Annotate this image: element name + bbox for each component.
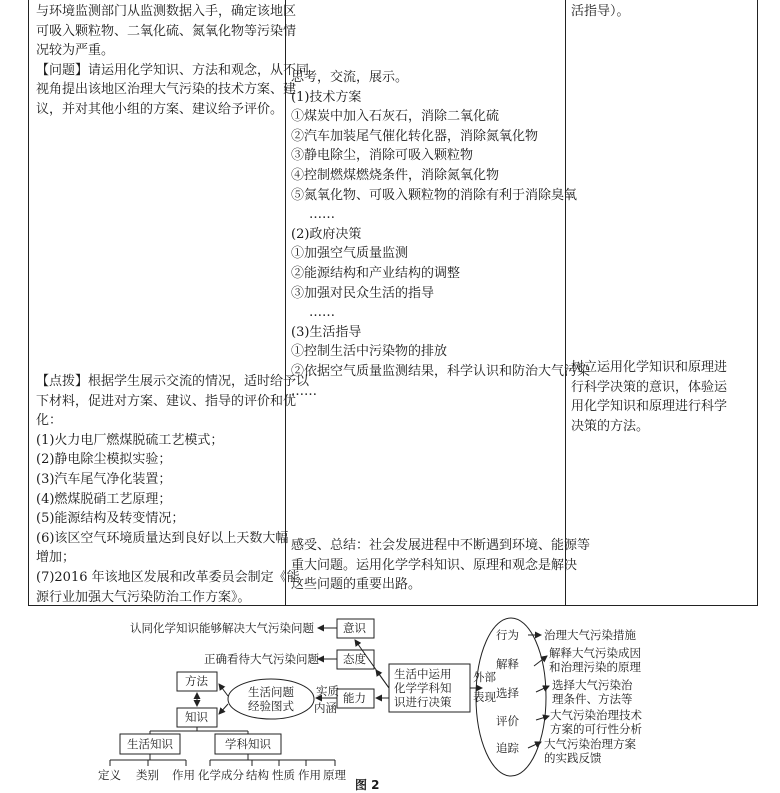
text-line: 下材料，促进对方案、建议、指导的评价和优 bbox=[36, 393, 297, 409]
text-line: (3)汽车尾气净化装置； bbox=[36, 471, 172, 487]
right-text: 选择大气污染治 bbox=[552, 678, 633, 692]
text-line: 化： bbox=[36, 413, 63, 429]
right-text: 大气污染治理技术 bbox=[550, 708, 642, 722]
text-line: ②汽车加装尾气催化转化器，消除氮氧化物 bbox=[291, 128, 539, 144]
right-ellipse-item: 解释 bbox=[496, 657, 519, 671]
label-neihan: 内涵 bbox=[314, 701, 337, 715]
center-line-2: 化学学科知 bbox=[394, 681, 452, 695]
ellipsis: …… bbox=[309, 305, 335, 321]
right-text: 方案的可行性分析 bbox=[550, 722, 642, 736]
text-line: (6)该区空气环境质量达到良好以上天数大幅 bbox=[36, 530, 289, 546]
label-waibu: 外部 bbox=[473, 670, 496, 684]
label-nengli: 能力 bbox=[343, 691, 366, 705]
text-line: (3)生活指导 bbox=[291, 324, 362, 340]
label-shenghuo-zhishi: 生活知识 bbox=[127, 737, 173, 751]
text-line: ⑤氮氧化物、可吸入颗粒物的消除有利于消除臭氧 bbox=[291, 187, 578, 203]
text-line: ①煤炭中加入石灰石，消除二氧化硫 bbox=[291, 109, 500, 125]
right-text: 的实践反馈 bbox=[544, 751, 602, 765]
diagram-lines bbox=[0, 608, 780, 793]
label-yishi: 意识 bbox=[343, 621, 366, 635]
figure-2-diagram bbox=[0, 608, 780, 793]
right-ellipse-item: 评价 bbox=[496, 714, 519, 728]
ellipse-line-1: 生活问题 bbox=[248, 685, 294, 699]
right-ellipse-item: 追踪 bbox=[496, 741, 519, 755]
label-taidu: 态度 bbox=[343, 652, 366, 666]
text-line: ③加强对民众生活的指导 bbox=[291, 285, 435, 301]
text-line: 可吸入颗粒物、二氧化硫、氮氧化物等污染情 bbox=[36, 23, 297, 39]
figure-caption: 图 2 bbox=[355, 778, 380, 792]
label-zhishi: 知识 bbox=[185, 710, 208, 724]
text-line: 重大问题。运用化学学科知识、原理和观念是解决 bbox=[291, 557, 578, 573]
ellipse-line-2: 经验图式 bbox=[248, 699, 294, 713]
bottom-label: 化学成分 bbox=[198, 768, 244, 782]
right-ellipse-item: 行为 bbox=[496, 628, 519, 642]
student-activity-block bbox=[291, 68, 591, 401]
text-line: ②能源结构和产业结构的调整 bbox=[291, 265, 461, 281]
text-line: 活指导）。 bbox=[571, 4, 630, 19]
text-line: 用化学知识和原理进行科学 bbox=[571, 399, 728, 415]
text-line: ①加强空气质量监测 bbox=[291, 246, 409, 262]
text-line: (5)能源结构及转变情况； bbox=[36, 511, 185, 527]
design-intent-block bbox=[571, 358, 757, 436]
text-line: ③静电除尘，消除可吸入颗粒物 bbox=[291, 148, 474, 164]
text-line: (1)技术方案 bbox=[291, 89, 362, 105]
text-line: (2)政府决策 bbox=[291, 226, 362, 242]
student-summary-block bbox=[291, 536, 591, 595]
bottom-label: 原理 bbox=[323, 768, 346, 782]
text-line: (4)燃煤脱硝工艺原理； bbox=[36, 491, 172, 507]
left-text-identity: 认同化学知识能够解决大气污染问题 bbox=[130, 621, 314, 635]
text-line: ①控制生活中污染物的排放 bbox=[291, 344, 448, 360]
center-line-1: 生活中运用 bbox=[394, 667, 452, 681]
right-text: 大气污染治理方案 bbox=[544, 737, 636, 751]
text-line: 源行业加强大气污染防治工作方案》。 bbox=[36, 589, 251, 605]
bottom-label: 定义 bbox=[98, 768, 121, 782]
bottom-label: 结构 bbox=[246, 768, 269, 782]
bottom-label: 性质 bbox=[272, 768, 295, 782]
ellipsis: …… bbox=[291, 383, 317, 399]
left-text-attitude: 正确看待大气污染问题 bbox=[204, 652, 319, 666]
text-line: 视角提出该地区治理大气污染的技术方案、建 bbox=[36, 82, 297, 98]
text-line: (2)静电除尘模拟实验； bbox=[36, 452, 172, 468]
text-line: 感受、总结：社会发展进程中不断遇到环境、能源等 bbox=[291, 538, 591, 553]
bottom-label: 作用 bbox=[172, 768, 195, 782]
text-line: (7)2016 年该地区发展和改革委员会制定《能 bbox=[36, 569, 300, 585]
teacher-activity-top bbox=[36, 2, 310, 120]
right-text: 解释大气污染成因 bbox=[549, 646, 641, 660]
hint-line: 【点拨】根据学生展示交流的情况，适时给予以 bbox=[36, 374, 310, 389]
text-line: 议，并对其他小组的方案、建议给予评价。 bbox=[36, 101, 284, 117]
label-xueke-zhishi: 学科知识 bbox=[225, 737, 271, 751]
design-intent-top bbox=[571, 2, 757, 22]
text-line: 行科学决策的意识，体验运 bbox=[571, 379, 728, 395]
text-line: 决策的方法。 bbox=[571, 418, 650, 434]
text-line: (1)火力电厂燃煤脱硫工艺模式； bbox=[36, 432, 224, 448]
text-line: 树立运用化学知识和原理进 bbox=[571, 360, 728, 375]
teacher-hint-block bbox=[36, 372, 310, 607]
text-line: ②依据空气质量监测结果，科学认识和防治大气污染 bbox=[291, 363, 591, 379]
text-line: 与环境监测部门从监测数据入手，确定该地区 bbox=[36, 4, 297, 19]
text-line: ④控制燃煤燃烧条件，消除氮氧化物 bbox=[291, 167, 500, 183]
bottom-label: 类别 bbox=[136, 768, 159, 782]
right-text: 治理大气污染措施 bbox=[544, 628, 636, 642]
label-biaoxian: 表现 bbox=[473, 690, 496, 704]
right-text: 理条件、方法等 bbox=[552, 692, 633, 706]
text-line: 增加； bbox=[36, 550, 76, 566]
right-ellipse-item: 选择 bbox=[496, 686, 519, 700]
label-shizhi: 实质 bbox=[316, 684, 339, 698]
text-line: 况较为严重。 bbox=[36, 43, 115, 59]
right-text: 和治理污染的原理 bbox=[549, 660, 641, 674]
ellipsis: …… bbox=[309, 207, 335, 223]
label-fangfa: 方法 bbox=[185, 674, 208, 688]
lesson-table bbox=[28, 0, 758, 606]
bottom-label: 作用 bbox=[298, 768, 321, 782]
text-line: 这些问题的重要出路。 bbox=[291, 577, 422, 593]
text-line: 思考，交流，展示。 bbox=[291, 70, 409, 85]
question-line: 【问题】请运用化学知识、方法和观念，从不同 bbox=[36, 62, 310, 78]
center-line-3: 识进行决策 bbox=[394, 695, 452, 709]
